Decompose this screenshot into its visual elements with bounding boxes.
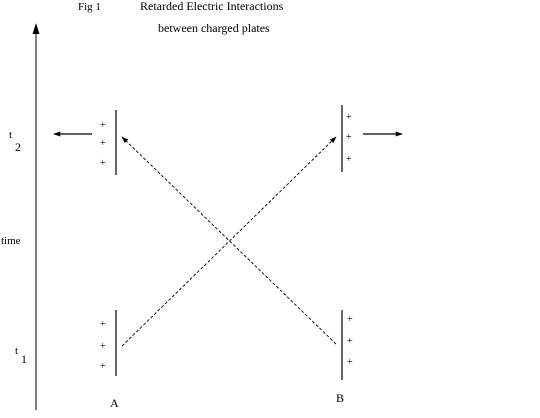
charge-plus: + [347,357,353,368]
figure-label: Fig 1 [78,1,101,13]
up-arrow-icon [33,23,40,34]
plate-b-t2 [342,105,352,172]
charge-plus: + [346,154,352,165]
charge-plus: + [100,319,106,330]
t2-letter: t [9,129,13,141]
t1-letter: t [15,345,19,357]
time-axis-label: time [1,235,21,247]
charge-plus: + [347,336,353,347]
charge-plus: + [100,138,106,149]
plate-a-t2 [100,110,116,175]
charge-plus: + [100,341,106,352]
charge-plus: + [100,120,106,131]
charge-plus: + [100,158,106,169]
dashed-arrow-icon [122,137,336,344]
t2-subscript: 2 [15,140,21,154]
charge-plus: + [347,314,353,325]
plate-b-t1 [342,310,353,380]
plate-a-label: A [110,396,119,410]
charge-plus: + [100,361,106,372]
t1-subscript: 1 [21,352,27,366]
plate-b-label: B [336,391,345,405]
charge-plus: + [346,112,352,123]
time-axis [33,23,40,410]
charge-plus: + [346,132,352,143]
figure-title-line1: Retarded Electric Interactions [140,0,284,13]
plate-a-t1 [100,310,116,376]
figure-title-line2: between charged plates [158,21,270,35]
